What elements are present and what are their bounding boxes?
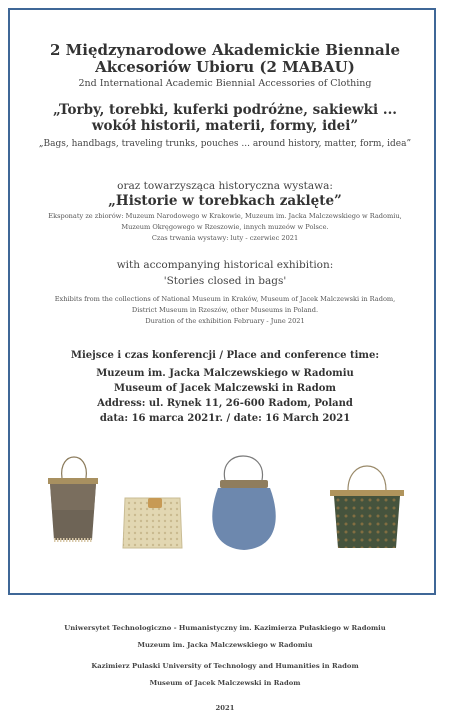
footer-line-4: Museum of Jacek Malczewski in Radom [149,679,301,687]
exhibition-en-line-3: Duration of the exhibition February - June 2021 [145,317,305,325]
exhibition-pl-line-2: Muzeum Okręgowego w Rzeszowie, innych muzeów w Polsce. [121,223,329,231]
exhibition-title-pl: „Historie w torebkach zaklęte” [108,193,342,209]
conference-line-2: Museum of Jacek Malczewski in Radom [114,383,336,394]
conference-line-1: Muzeum im. Jacka Malczewskiego w Radomiu [96,368,354,379]
footer-line-2: Muzeum im. Jacka Malczewskiego w Radomiu [137,641,313,649]
handbag-4 [330,466,404,548]
theme-line-1: „Torby, torebki, kuferki podróżne, sakiewki ... [53,102,397,118]
theme-english: „Bags, handbags, traveling trunks, pouches ... around history, matter, form, idea” [38,139,412,149]
title-line-1: 2 Międzynarodowe Akademickie Biennale [50,41,400,59]
exhibition-en-line-1: Exhibits from the collections of National Museum in Kraków, Museum of Jacek Malczewski in Radom, [54,295,396,303]
handbags-illustration [30,440,420,560]
exhibition-title-en: 'Stories closed in bags' [163,275,287,287]
conference-line-4: data: 16 marca 2021r. / date: 16 March 2021 [99,413,351,424]
theme-line-2: wokół historii, materii, formy, idei” [91,118,359,134]
exhibition-en-line-2: District Museum in Rzeszów, other Museums in Poland. [131,306,319,314]
exhibition-intro-en: with accompanying historical exhibition: [116,259,334,271]
exhibition-intro-pl: oraz towarzysząca historyczna wystawa: [117,180,333,192]
conference-heading: Miejsce i czas konferencji / Place and conference time: [70,350,380,361]
conference-line-3: Address: ul. Rynek 11, 26-600 Radom, Poland [97,398,353,409]
footer-line-1: Uniwersytet Technologiczno - Humanistyczny im. Kazimierza Pułaskiego w Radomiu [64,624,386,632]
exhibition-pl-line-3: Czas trwania wystawy: luty - czerwiec 2021 [151,234,299,242]
footer-line-3: Kazimierz Pulaski University of Technology and Humanities in Radom [91,662,359,670]
footer-year: 2021 [215,704,235,712]
handbag-2 [123,498,182,548]
exhibition-pl-line-1: Eksponaty ze zbiorów: Muzeum Narodowego w Krakowie, Muzeum im. Jacka Malczewskiego w Radomiu, [48,212,402,220]
handbag-1 [48,457,98,540]
title-english: 2nd International Academic Biennial Accessories of Clothing [78,78,372,89]
handbag-3 [212,456,275,550]
title-line-2: Akcesoriów Ubioru (2 MABAU) [95,58,355,76]
